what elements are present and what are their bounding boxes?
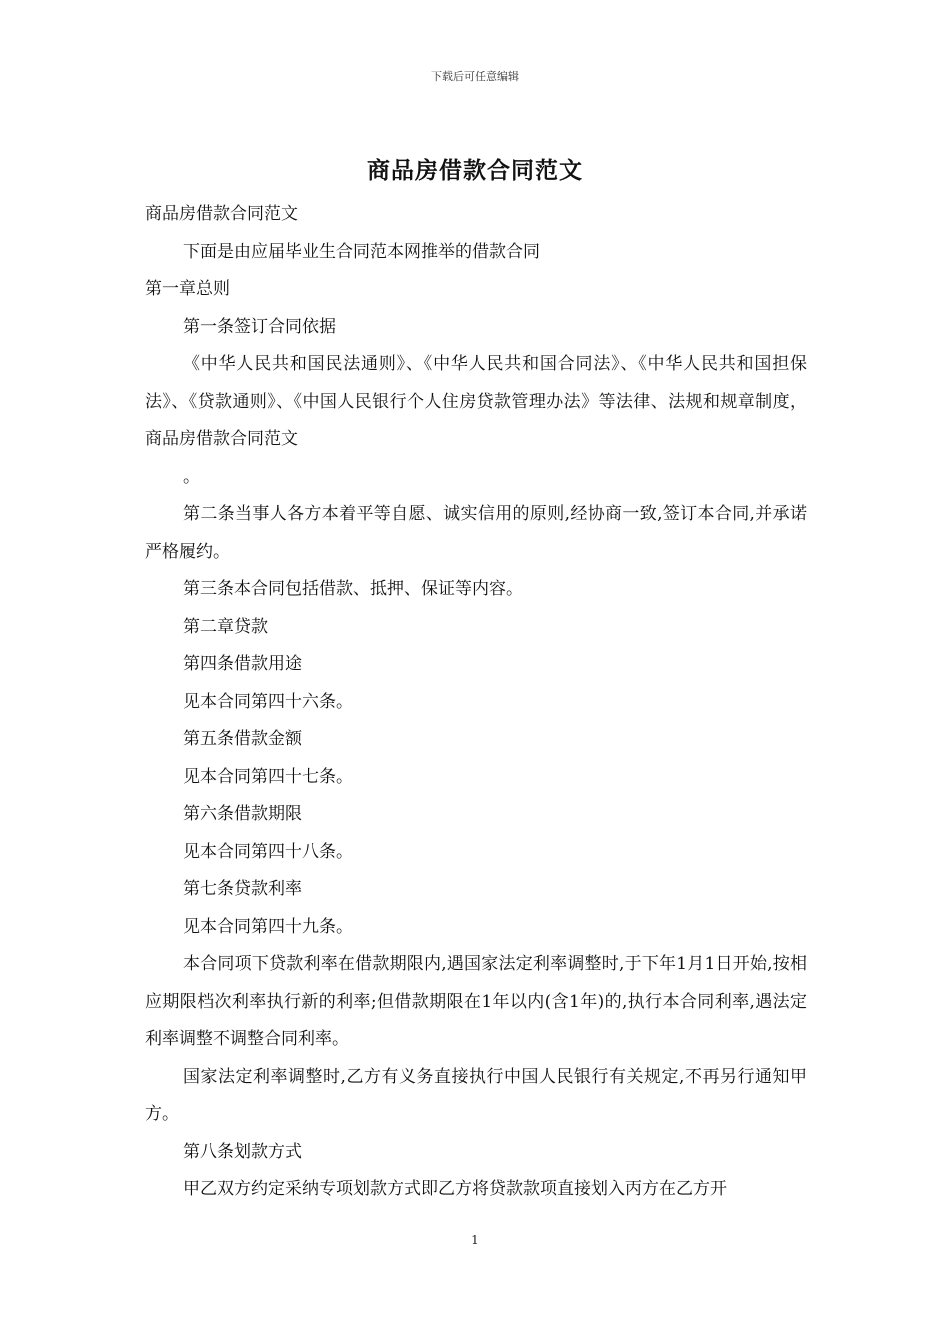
- header-note: 下载后可任意编辑: [431, 70, 519, 83]
- article-heading: 第一条签订合同依据: [183, 316, 336, 337]
- article-heading: 第七条贷款利率: [183, 879, 302, 899]
- paragraph: 下面是由应届毕业生合同范本网推举的借款合同: [183, 241, 540, 262]
- paragraph: 第二条当事人各方本着平等自愿、诚实信用的原则,经协商一致,签订本合同,并承诺严格履约。: [145, 504, 807, 562]
- page-number: 1: [471, 1233, 479, 1247]
- article-heading: 第六条借款期限: [183, 804, 302, 824]
- paragraph: 见本合同第四十七条。: [183, 766, 353, 787]
- article-heading: 第四条借款用途: [183, 654, 302, 674]
- chapter-heading: 第一章总则: [145, 279, 230, 299]
- paragraph: 国家法定利率调整时,乙方有义务直接执行中国人民银行有关规定,不再另行通知甲方。: [145, 1066, 807, 1124]
- paragraph: 见本合同第四十六条。: [183, 691, 353, 712]
- paragraph: 商品房借款合同范文: [145, 204, 298, 224]
- article-heading: 第八条划款方式: [183, 1141, 302, 1162]
- paragraph: 本合同项下贷款利率在借款期限内,遇国家法定利率调整时,于下年1月1日开始,按相应期限档次利率执行新的利率;但借款期限在1年以内(含1年)的,执行本合同利率,遇法定利率调整不调整合同利率。: [145, 954, 807, 1049]
- paragraph: 。: [183, 466, 200, 487]
- paragraph: 甲乙双方约定采纳专项划款方式即乙方将贷款款项直接划入丙方在乙方开: [183, 1179, 727, 1199]
- paragraph: 第三条本合同包括借款、抵押、保证等内容。: [183, 579, 523, 599]
- paragraph: 《中华人民共和国民法通则》、《中华人民共和国合同法》、《中华人民共和国担保法》、《贷款通则》、《中国人民银行个人住房贷款管理办法》等法律、法规和规章制度，商品房借款合同范文: [145, 354, 807, 449]
- paragraph: 见本合同第四十八条。: [183, 841, 353, 862]
- article-heading: 第五条借款金额: [183, 729, 302, 749]
- paragraph: 见本合同第四十九条。: [183, 916, 353, 937]
- document-title: 商品房借款合同范文: [367, 157, 583, 184]
- document-body: [145, 196, 807, 1209]
- chapter-heading: 第二章贷款: [183, 616, 268, 637]
